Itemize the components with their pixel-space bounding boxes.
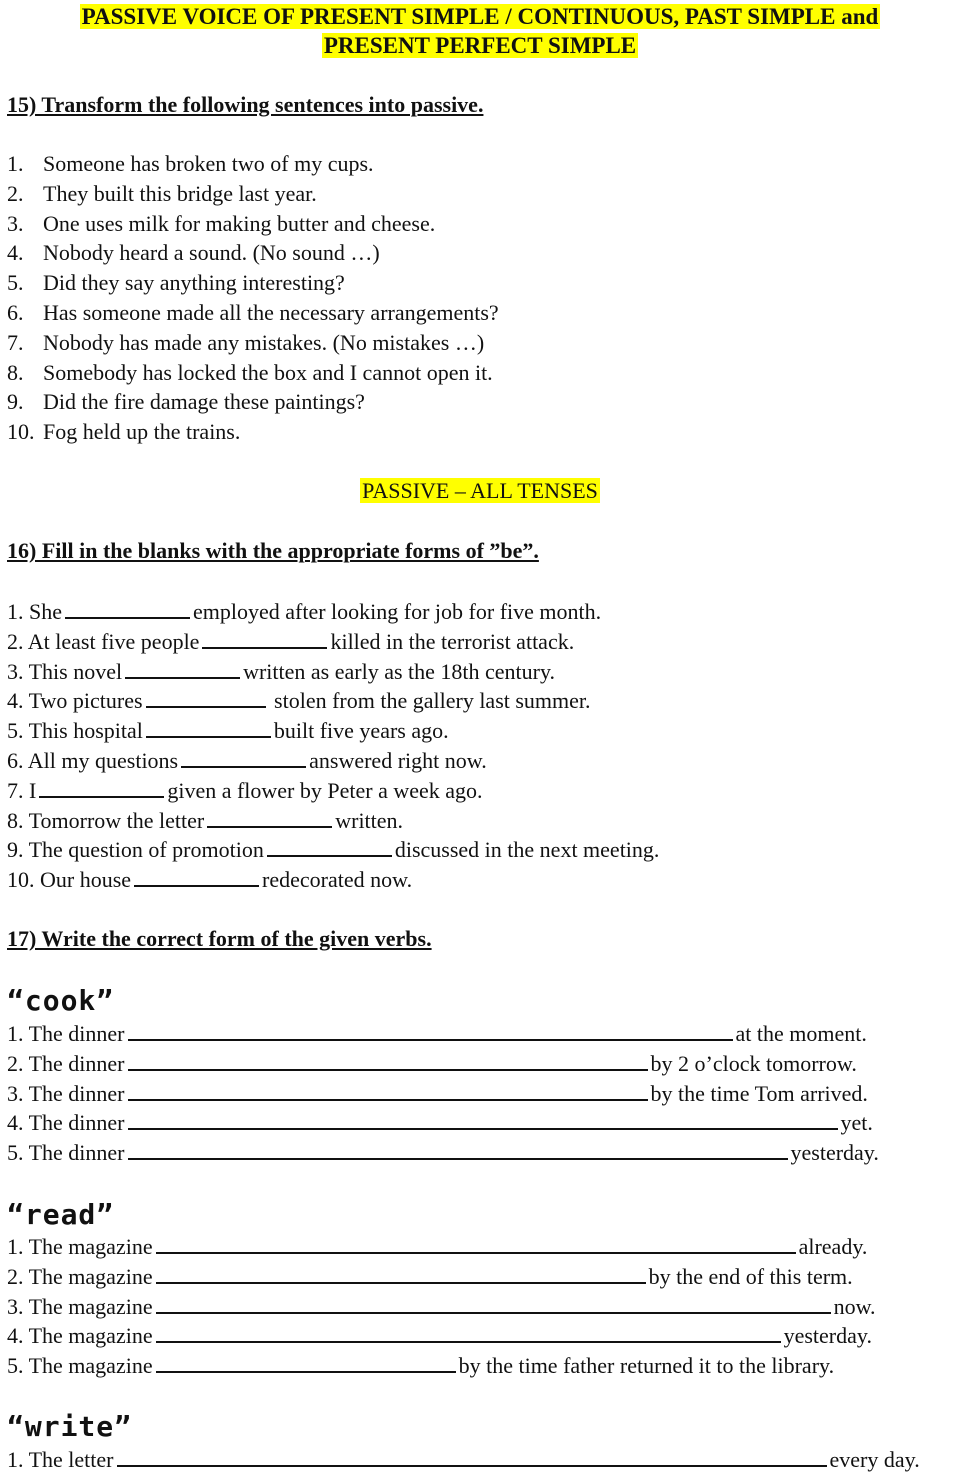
answer-blank[interactable] bbox=[125, 657, 240, 679]
list-item bbox=[7, 269, 345, 297]
item-prompt: 9. The question of promotion bbox=[7, 837, 264, 863]
item-continuation: at the moment. bbox=[735, 1021, 867, 1046]
answer-blank[interactable] bbox=[134, 865, 259, 887]
item-prompt: 10. Our house bbox=[7, 867, 132, 893]
item-number: 8. bbox=[7, 359, 24, 385]
answer-blank[interactable] bbox=[156, 1292, 831, 1314]
item-continuation: by the end of this term. bbox=[648, 1263, 853, 1289]
verb-form-item bbox=[7, 1445, 920, 1474]
item-continuation: already. bbox=[798, 1234, 868, 1259]
answer-blank[interactable] bbox=[156, 1351, 456, 1373]
item-text: Fog held up the trains. bbox=[43, 419, 241, 445]
item-prompt: 6. All my questions bbox=[7, 748, 179, 773]
item-text: Nobody heard a sound. (No sound …) bbox=[43, 240, 380, 266]
verb-form-item bbox=[7, 1262, 853, 1291]
item-prompt: 1. She bbox=[7, 599, 62, 624]
item-continuation: by the time father returned it to the library. bbox=[458, 1353, 835, 1379]
item-prompt: 2. At least five people bbox=[7, 628, 200, 654]
item-continuation: discussed in the next meeting. bbox=[394, 837, 660, 863]
list-item bbox=[7, 299, 499, 327]
answer-blank[interactable] bbox=[156, 1262, 646, 1284]
item-continuation: by the time Tom arrived. bbox=[650, 1080, 868, 1106]
item-continuation: now. bbox=[833, 1293, 876, 1319]
list-item bbox=[7, 418, 240, 446]
answer-blank[interactable] bbox=[156, 1321, 781, 1343]
section-title: PASSIVE – ALL TENSES bbox=[362, 478, 598, 503]
item-prompt: 5. The dinner bbox=[7, 1140, 125, 1166]
verb-prompt: “cook” bbox=[7, 984, 115, 1017]
item-continuation: killed in the terrorist attack. bbox=[330, 628, 575, 654]
verb-prompt: “write” bbox=[7, 1410, 133, 1443]
verb-form-item bbox=[7, 1079, 868, 1108]
item-prompt: 1. The magazine bbox=[7, 1234, 153, 1259]
item-number: 5. bbox=[7, 270, 24, 296]
fill-in-item bbox=[7, 657, 555, 686]
answer-blank[interactable] bbox=[128, 1049, 648, 1071]
answer-blank[interactable] bbox=[117, 1445, 827, 1467]
answer-blank[interactable] bbox=[128, 1138, 788, 1160]
list-item bbox=[7, 239, 380, 267]
answer-blank[interactable] bbox=[65, 597, 190, 619]
answer-blank[interactable] bbox=[128, 1108, 838, 1130]
item-prompt: 5. The magazine bbox=[7, 1353, 153, 1379]
item-text: Someone has broken two of my cups. bbox=[43, 151, 374, 176]
item-prompt: 7. I bbox=[7, 777, 37, 803]
list-item bbox=[7, 388, 365, 416]
verb-form-item bbox=[7, 1232, 867, 1261]
item-prompt: 3. This novel bbox=[7, 658, 123, 684]
item-prompt: 5. This hospital bbox=[7, 718, 143, 744]
fill-in-item bbox=[7, 806, 403, 835]
item-prompt: 4. The dinner bbox=[7, 1110, 125, 1136]
item-continuation: yesterday. bbox=[783, 1323, 872, 1349]
item-text: Did the fire damage these paintings? bbox=[43, 389, 365, 415]
item-continuation: redecorated now. bbox=[262, 867, 413, 893]
exercise-16-heading: 16) Fill in the blanks with the appropriate forms of ”be”. bbox=[7, 538, 539, 563]
verb-form-item bbox=[7, 1138, 879, 1167]
verb-prompt: “read” bbox=[7, 1198, 115, 1231]
item-number: 9. bbox=[7, 389, 24, 415]
verb-form-item bbox=[7, 1292, 876, 1321]
item-continuation: yet. bbox=[840, 1110, 873, 1136]
fill-in-item bbox=[7, 835, 659, 864]
item-number: 3. bbox=[7, 210, 24, 236]
item-continuation: employed after looking for job for five month. bbox=[193, 599, 602, 624]
answer-blank[interactable] bbox=[156, 1232, 796, 1254]
answer-blank[interactable] bbox=[181, 746, 306, 768]
fill-in-item bbox=[7, 776, 483, 805]
list-item bbox=[7, 329, 484, 357]
answer-blank[interactable] bbox=[128, 1079, 648, 1101]
item-prompt: 4. The magazine bbox=[7, 1323, 153, 1349]
answer-blank[interactable] bbox=[128, 1019, 733, 1041]
item-continuation: every day. bbox=[829, 1447, 920, 1472]
item-text: Has someone made all the necessary arrangements? bbox=[43, 300, 499, 325]
item-continuation: yesterday. bbox=[790, 1140, 879, 1166]
item-prompt: 2. The magazine bbox=[7, 1263, 153, 1289]
item-continuation: stolen from the gallery last summer. bbox=[268, 688, 591, 714]
fill-in-item bbox=[7, 627, 574, 656]
list-item bbox=[7, 180, 317, 208]
list-item bbox=[7, 150, 374, 178]
title-line-2: PRESENT PERFECT SIMPLE bbox=[323, 33, 637, 58]
item-text: Somebody has locked the box and I cannot open it. bbox=[43, 359, 493, 385]
item-text: They built this bridge last year. bbox=[43, 180, 317, 206]
item-number: 2. bbox=[7, 180, 24, 206]
exercise-15-heading: 15) Transform the following sentences into passive. bbox=[7, 92, 484, 117]
item-number: 6. bbox=[7, 300, 24, 325]
fill-in-item bbox=[7, 746, 487, 775]
item-prompt: 8. Tomorrow the letter bbox=[7, 807, 205, 833]
fill-in-item bbox=[7, 865, 412, 894]
exercise-17-heading: 17) Write the correct form of the given verbs. bbox=[7, 926, 432, 951]
verb-form-item bbox=[7, 1321, 872, 1350]
item-text: One uses milk for making butter and cheese. bbox=[43, 210, 436, 236]
verb-form-item bbox=[7, 1049, 857, 1078]
verb-form-item bbox=[7, 1351, 834, 1380]
item-continuation: written as early as the 18th century. bbox=[243, 658, 556, 684]
item-prompt: 3. The magazine bbox=[7, 1293, 153, 1319]
list-item bbox=[7, 359, 493, 387]
answer-blank[interactable] bbox=[207, 806, 332, 828]
item-prompt: 1. The dinner bbox=[7, 1021, 125, 1046]
fill-in-item bbox=[7, 686, 591, 715]
answer-blank[interactable] bbox=[202, 627, 327, 649]
fill-in-item bbox=[7, 597, 601, 626]
item-prompt: 2. The dinner bbox=[7, 1050, 125, 1076]
item-number: 1. bbox=[7, 151, 24, 176]
item-text: Did they say anything interesting? bbox=[43, 270, 345, 296]
item-prompt: 4. Two pictures bbox=[7, 688, 143, 714]
item-continuation: given a flower by Peter a week ago. bbox=[167, 777, 483, 803]
item-number: 7. bbox=[7, 329, 24, 355]
list-item bbox=[7, 210, 435, 238]
answer-blank[interactable] bbox=[146, 716, 271, 738]
item-continuation: by 2 o’clock tomorrow. bbox=[650, 1050, 857, 1076]
title-line-1: PASSIVE VOICE OF PRESENT SIMPLE / CONTINUOUS, PAST SIMPLE and bbox=[81, 4, 879, 29]
fill-in-item bbox=[7, 716, 449, 745]
item-number: 4. bbox=[7, 240, 24, 266]
item-continuation: built five years ago. bbox=[273, 718, 449, 744]
item-prompt: 3. The dinner bbox=[7, 1080, 125, 1106]
verb-form-item bbox=[7, 1108, 873, 1137]
item-number: 10. bbox=[7, 419, 35, 445]
item-text: Nobody has made any mistakes. (No mistakes …) bbox=[43, 329, 485, 355]
verb-form-item bbox=[7, 1019, 867, 1048]
item-prompt: 1. The letter bbox=[7, 1447, 114, 1472]
answer-blank[interactable] bbox=[267, 835, 392, 857]
item-continuation: written. bbox=[335, 807, 404, 833]
answer-blank[interactable] bbox=[39, 776, 164, 798]
answer-blank[interactable] bbox=[146, 686, 266, 708]
item-continuation: answered right now. bbox=[309, 748, 487, 773]
